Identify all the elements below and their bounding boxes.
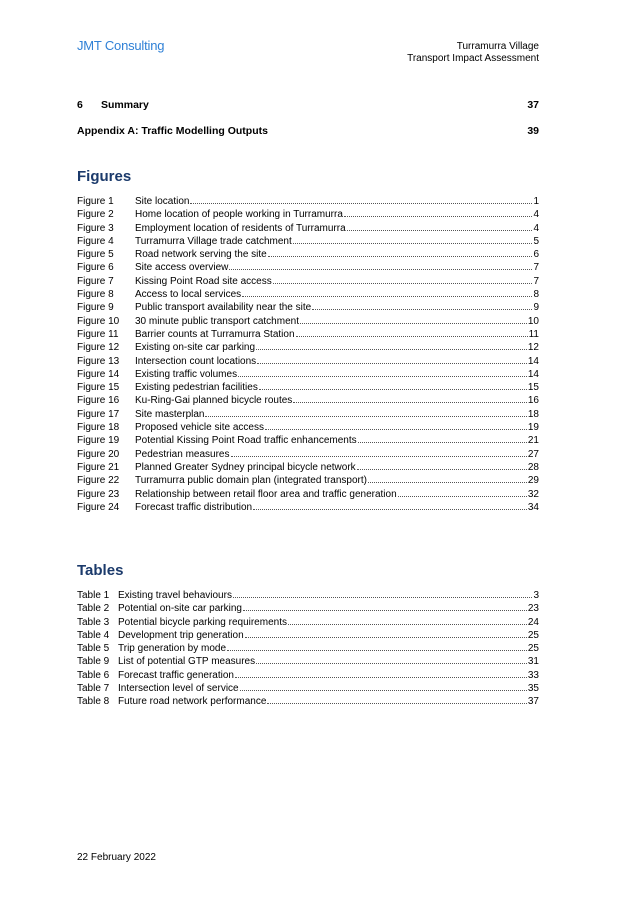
table-label: Table 6 <box>77 669 110 681</box>
dot-leader <box>256 348 527 350</box>
figure-page-number: 10 <box>527 315 539 327</box>
figure-list-item[interactable] <box>77 341 539 354</box>
table-list-item[interactable] <box>77 669 539 682</box>
figure-page-number: 15 <box>527 382 539 394</box>
table-page-number: 37 <box>527 696 539 708</box>
toc-entry-page: 39 <box>527 125 539 137</box>
dot-leader <box>357 468 527 470</box>
toc-entry-title: Summary <box>101 99 149 111</box>
figure-list-item[interactable] <box>77 261 539 274</box>
figure-page-number: 34 <box>527 501 539 513</box>
figure-title: Existing on-site car parking <box>135 342 256 354</box>
table-page-number: 24 <box>527 616 539 628</box>
document-title <box>407 41 539 65</box>
figure-title: Employment location of residents of Turramurra <box>135 222 346 234</box>
figure-page-number: 5 <box>533 235 539 247</box>
figure-title: Turramurra Village trade catchment <box>135 235 292 247</box>
figure-title: Access to local services <box>135 289 242 301</box>
figure-list-item[interactable] <box>77 474 539 487</box>
table-page-number: 3 <box>533 590 539 601</box>
figure-title: Existing pedestrian facilities <box>135 382 258 394</box>
figure-page-number: 18 <box>527 408 539 420</box>
dot-leader <box>288 623 527 625</box>
figure-page-number: 9 <box>533 302 539 314</box>
figure-list-item[interactable] <box>77 421 539 434</box>
figure-list-item[interactable] <box>77 434 539 447</box>
figure-label: Figure 24 <box>77 501 120 513</box>
dot-leader <box>256 662 527 664</box>
table-list-item[interactable] <box>77 682 539 695</box>
figure-title: 30 minute public transport catchment <box>135 315 299 327</box>
dot-leader <box>257 362 527 364</box>
figure-title: Existing traffic volumes <box>135 368 238 380</box>
dot-leader <box>296 335 528 337</box>
figure-title: Planned Greater Sydney principal bicycle network <box>135 461 356 473</box>
table-title: Future road network performance <box>118 696 267 708</box>
figure-label: Figure 23 <box>77 488 120 500</box>
table-title: Trip generation by mode <box>118 643 227 655</box>
dot-leader <box>398 495 527 497</box>
table-label: Table 4 <box>77 629 110 641</box>
tables-heading: Tables <box>77 562 124 579</box>
toc-entry-title: Appendix A: Traffic Modelling Outputs <box>77 125 268 137</box>
toc-entry-number: 6 <box>77 99 83 111</box>
table-list-item[interactable] <box>77 589 539 602</box>
figure-label: Figure 22 <box>77 475 120 487</box>
figure-label: Figure 1 <box>77 196 114 207</box>
document-title-line2: Transport Impact Assessment <box>407 53 539 64</box>
figure-page-number: 19 <box>527 422 539 434</box>
dot-leader <box>273 282 533 284</box>
figure-list-item[interactable] <box>77 408 539 421</box>
figure-label: Figure 7 <box>77 275 114 287</box>
figure-label: Figure 10 <box>77 315 120 327</box>
table-label: Table 7 <box>77 683 110 695</box>
dot-leader <box>358 441 527 443</box>
figure-page-number: 21 <box>527 435 539 447</box>
table-title: Existing travel behaviours <box>118 590 232 601</box>
figure-list-item[interactable] <box>77 288 539 301</box>
figure-list-item[interactable] <box>77 448 539 461</box>
figure-title: Home location of people working in Turramurra <box>135 209 343 221</box>
figure-page-number: 7 <box>533 262 539 274</box>
figure-list-item[interactable] <box>77 208 539 221</box>
figure-list-item[interactable] <box>77 195 539 208</box>
document-title-line1: Turramurra Village <box>456 41 539 52</box>
figure-label: Figure 17 <box>77 408 120 420</box>
figure-title: Barrier counts at Turramurra Station <box>135 328 295 340</box>
dot-leader <box>242 295 532 297</box>
figure-page-number: 11 <box>528 328 539 340</box>
dot-leader <box>293 401 527 403</box>
tables-list <box>77 589 539 709</box>
figure-title: Road network serving the site <box>135 249 267 261</box>
figure-page-number: 28 <box>527 461 539 473</box>
figure-list-item[interactable] <box>77 315 539 328</box>
table-title: Development trip generation <box>118 629 244 641</box>
table-title: Potential bicycle parking requirements <box>118 616 287 628</box>
table-label: Table 9 <box>77 656 110 668</box>
table-title: List of potential GTP measures <box>118 656 256 668</box>
toc-entry-page: 37 <box>527 99 539 111</box>
table-label: Table 3 <box>77 616 110 628</box>
dot-leader <box>240 689 527 691</box>
figure-page-number: 1 <box>533 196 539 207</box>
figure-list-item[interactable] <box>77 368 539 381</box>
figure-list-item[interactable] <box>77 381 539 394</box>
dot-leader <box>368 481 527 483</box>
figure-label: Figure 21 <box>77 461 120 473</box>
dot-leader <box>259 388 527 390</box>
table-label: Table 2 <box>77 603 110 615</box>
table-list-item[interactable] <box>77 602 539 615</box>
figure-page-number: 12 <box>527 342 539 354</box>
figure-label: Figure 2 <box>77 209 114 221</box>
dot-leader <box>233 596 532 598</box>
figure-list-item[interactable] <box>77 301 539 314</box>
toc-entry-appendix-a[interactable] <box>77 125 539 137</box>
figure-page-number: 8 <box>533 289 539 301</box>
dot-leader <box>267 702 526 704</box>
dot-leader <box>265 428 527 430</box>
figure-page-number: 29 <box>527 475 539 487</box>
figure-page-number: 32 <box>527 488 539 500</box>
figure-label: Figure 8 <box>77 289 114 301</box>
table-page-number: 23 <box>527 603 539 615</box>
dot-leader <box>300 322 527 324</box>
dot-leader <box>347 229 533 231</box>
figure-label: Figure 13 <box>77 355 120 367</box>
table-label: Table 1 <box>77 590 110 601</box>
dot-leader <box>253 508 527 510</box>
figure-title: Ku-Ring-Gai planned bicycle routes <box>135 395 293 407</box>
figure-title: Forecast traffic distribution <box>135 501 253 513</box>
table-title: Forecast traffic generation <box>118 669 234 681</box>
company-logo: JMT Consulting <box>77 38 165 53</box>
figure-label: Figure 12 <box>77 342 120 354</box>
figure-title: Public transport availability near the site <box>135 302 312 314</box>
figure-list-item[interactable] <box>77 235 539 248</box>
figure-title: Relationship between retail floor area and traffic generation <box>135 488 397 500</box>
figure-list-item[interactable] <box>77 355 539 368</box>
figure-page-number: 16 <box>527 395 539 407</box>
dot-leader <box>205 415 526 417</box>
table-page-number: 25 <box>527 643 539 655</box>
figure-title: Intersection count locations <box>135 355 257 367</box>
figure-title: Site masterplan <box>135 408 205 420</box>
table-list-item[interactable] <box>77 629 539 642</box>
dot-leader <box>231 455 527 457</box>
figure-page-number: 6 <box>533 249 539 261</box>
figure-list-item[interactable] <box>77 394 539 407</box>
dot-leader <box>243 609 527 611</box>
table-title: Intersection level of service <box>118 683 239 695</box>
figure-title: Site location <box>135 196 190 207</box>
figure-label: Figure 18 <box>77 422 120 434</box>
figure-title: Site access overview <box>135 262 229 274</box>
dot-leader <box>190 202 532 204</box>
figure-page-number: 14 <box>527 355 539 367</box>
figure-label: Figure 19 <box>77 435 120 447</box>
dot-leader <box>293 242 533 244</box>
figure-label: Figure 3 <box>77 222 114 234</box>
figure-list-item[interactable] <box>77 461 539 474</box>
table-list-item[interactable] <box>77 655 539 668</box>
table-list-item[interactable] <box>77 616 539 629</box>
dot-leader <box>312 308 532 310</box>
footer-date: 22 February 2022 <box>77 852 156 863</box>
dot-leader <box>235 676 527 678</box>
figures-heading: Figures <box>77 168 132 185</box>
figure-page-number: 7 <box>533 275 539 287</box>
dot-leader <box>344 215 533 217</box>
figure-title: Kissing Point Road site access <box>135 275 272 287</box>
figure-list-item[interactable] <box>77 248 539 261</box>
table-label: Table 8 <box>77 696 110 708</box>
table-page-number: 31 <box>527 656 539 668</box>
figure-title: Potential Kissing Point Road traffic enhancements <box>135 435 357 447</box>
toc-entry-summary[interactable] <box>77 99 539 111</box>
figure-title: Turramurra public domain plan (integrated transport) <box>135 475 367 487</box>
figure-label: Figure 5 <box>77 249 114 261</box>
figure-list-item[interactable] <box>77 275 539 288</box>
figure-label: Figure 9 <box>77 302 114 314</box>
figure-title: Proposed vehicle site access <box>135 422 264 434</box>
table-label: Table 5 <box>77 643 110 655</box>
figure-page-number: 27 <box>527 448 539 460</box>
figure-label: Figure 6 <box>77 262 114 274</box>
figure-list-item[interactable] <box>77 488 539 501</box>
table-title: Potential on-site car parking <box>118 603 242 615</box>
table-page-number: 35 <box>527 683 539 695</box>
figure-list-item[interactable] <box>77 328 539 341</box>
table-page-number: 25 <box>527 629 539 641</box>
dot-leader <box>227 649 527 651</box>
dot-leader <box>238 375 527 377</box>
figure-label: Figure 16 <box>77 395 120 407</box>
dot-leader <box>229 268 532 270</box>
figure-list-item[interactable] <box>77 501 539 514</box>
figure-label: Figure 4 <box>77 235 114 247</box>
figure-page-number: 4 <box>533 222 539 234</box>
figure-label: Figure 14 <box>77 368 120 380</box>
table-list-item[interactable] <box>77 695 539 708</box>
dot-leader <box>268 255 533 257</box>
dot-leader <box>245 636 527 638</box>
figure-list-item[interactable] <box>77 222 539 235</box>
table-page-number: 33 <box>527 669 539 681</box>
figure-label: Figure 20 <box>77 448 120 460</box>
figure-label: Figure 11 <box>77 328 119 340</box>
figures-list <box>77 195 539 514</box>
figure-page-number: 14 <box>527 368 539 380</box>
figure-label: Figure 15 <box>77 382 120 394</box>
figure-title: Pedestrian measures <box>135 448 230 460</box>
table-list-item[interactable] <box>77 642 539 655</box>
figure-page-number: 4 <box>533 209 539 221</box>
